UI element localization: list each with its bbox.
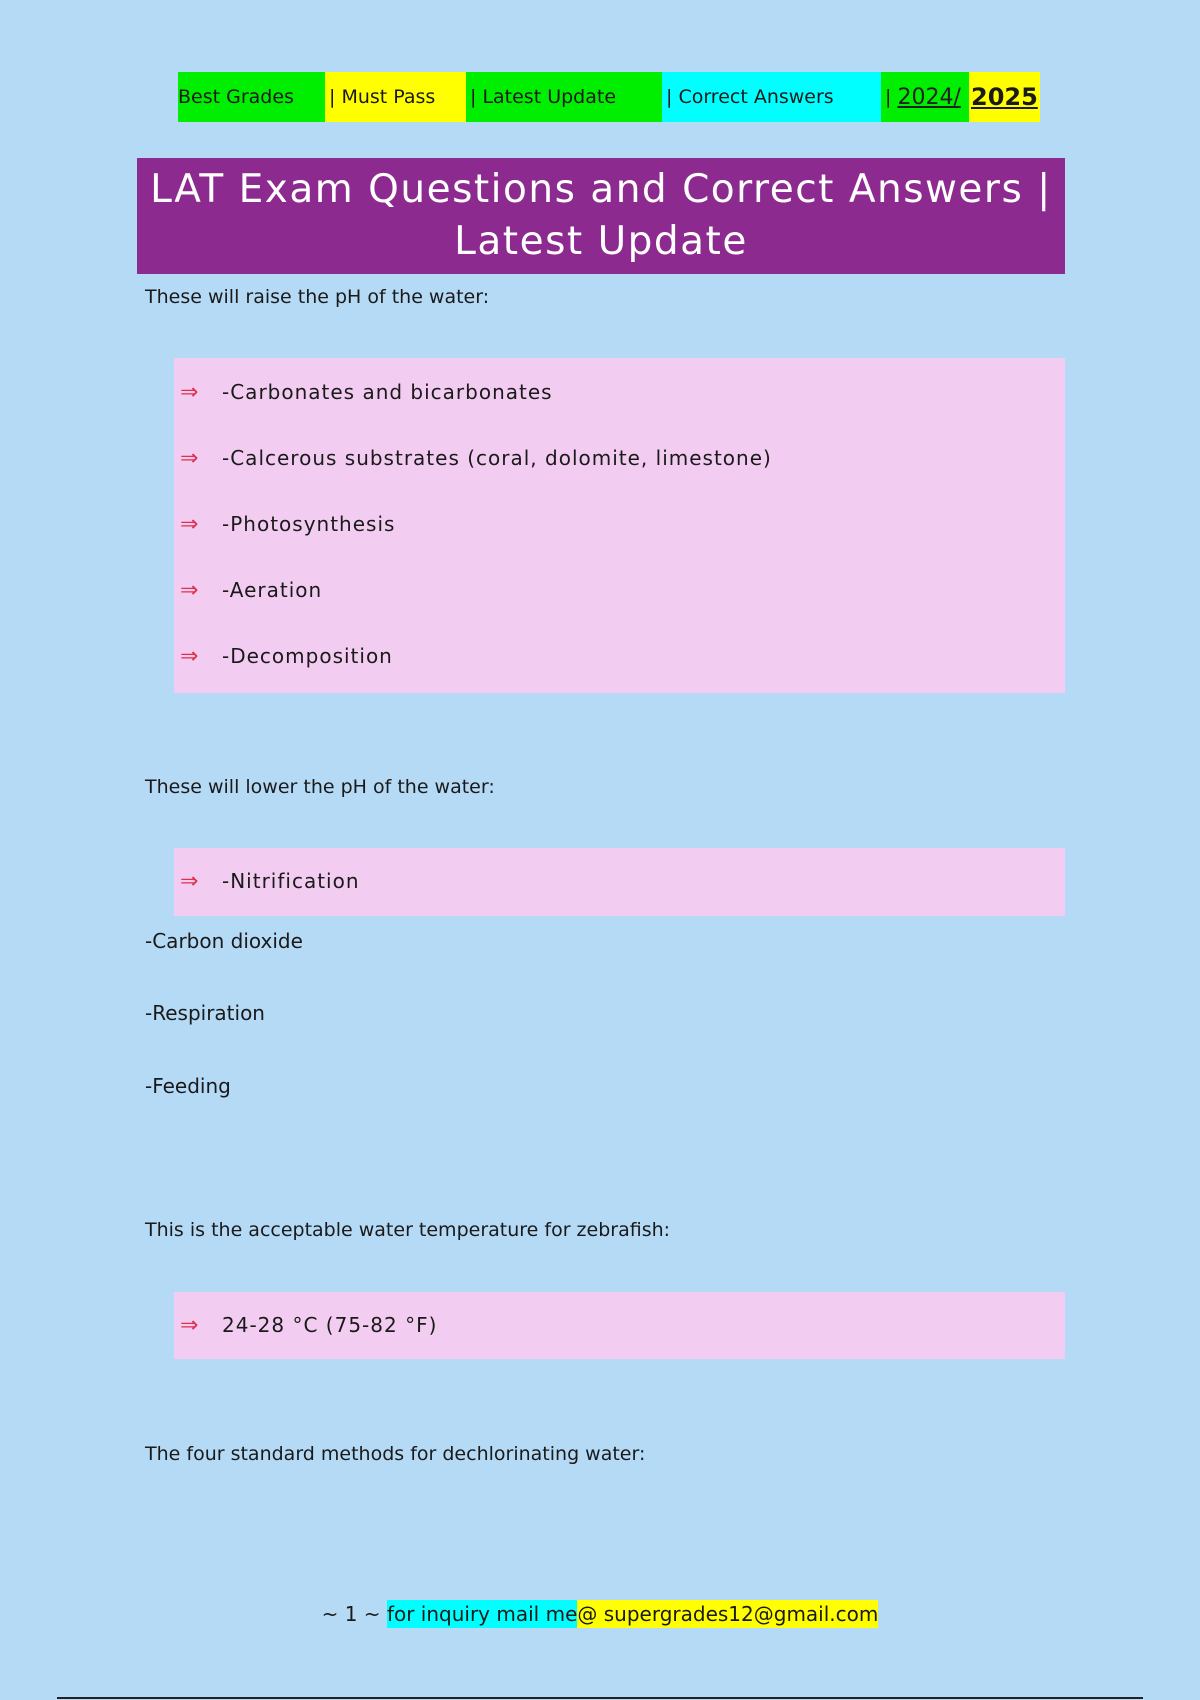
arrow-icon: ⇒ bbox=[180, 445, 200, 471]
bottom-divider bbox=[57, 1697, 1143, 1699]
tag-latest-update: | Latest Update bbox=[466, 72, 662, 122]
list-item: ⇒ -Carbonates and bicarbonates bbox=[180, 379, 553, 405]
year-2024: 2024/ bbox=[897, 84, 961, 110]
answer-box-temperature bbox=[174, 1292, 1065, 1359]
tag-must-pass: | Must Pass bbox=[325, 72, 466, 122]
text-respiration: -Respiration bbox=[145, 1001, 265, 1025]
text-feeding: -Feeding bbox=[145, 1074, 231, 1098]
list-item: ⇒ 24-28 °C (75-82 °F) bbox=[180, 1312, 438, 1338]
question-lower-ph: These will lower the pH of the water: bbox=[145, 776, 495, 798]
tag-best-grades: Best Grades bbox=[178, 72, 325, 122]
arrow-icon: ⇒ bbox=[180, 511, 200, 537]
list-item: ⇒ -Nitrification bbox=[180, 868, 360, 894]
page-footer bbox=[0, 1600, 1200, 1628]
inquiry-text: for inquiry mail me bbox=[386, 1602, 578, 1626]
list-item: ⇒ -Calcerous substrates (coral, dolomite, limestone) bbox=[180, 445, 772, 471]
question-raise-ph: These will raise the pH of the water: bbox=[145, 286, 490, 308]
document-title bbox=[137, 158, 1065, 274]
title-line-2: Latest Update bbox=[454, 219, 748, 264]
answer-box-raise-ph bbox=[174, 358, 1065, 693]
list-item: ⇒ -Decomposition bbox=[180, 643, 393, 669]
arrow-icon: ⇒ bbox=[180, 379, 200, 405]
contact-email[interactable]: @ supergrades12@gmail.com bbox=[577, 1602, 879, 1626]
arrow-icon: ⇒ bbox=[180, 577, 200, 603]
year-2025: 2025 bbox=[969, 72, 1040, 122]
arrow-icon: ⇒ bbox=[180, 1312, 200, 1338]
tag-correct-answers: | Correct Answers bbox=[662, 72, 881, 122]
question-temperature: This is the acceptable water temperature for zebrafish: bbox=[145, 1219, 671, 1241]
answer-box-lower-ph bbox=[174, 848, 1065, 916]
arrow-icon: ⇒ bbox=[180, 643, 200, 669]
tag-year: | 2024/ bbox=[881, 72, 969, 122]
list-item: ⇒ -Aeration bbox=[180, 577, 323, 603]
arrow-icon: ⇒ bbox=[180, 868, 200, 894]
question-dechlorinating: The four standard methods for dechlorinating water: bbox=[145, 1443, 646, 1465]
list-item: ⇒ -Photosynthesis bbox=[180, 511, 396, 537]
page-number: ~ 1 ~ bbox=[321, 1602, 381, 1626]
title-line-1: LAT Exam Questions and Correct Answers | bbox=[150, 167, 1052, 212]
header-tag-bar bbox=[178, 72, 1040, 122]
text-carbon-dioxide: -Carbon dioxide bbox=[145, 929, 303, 953]
